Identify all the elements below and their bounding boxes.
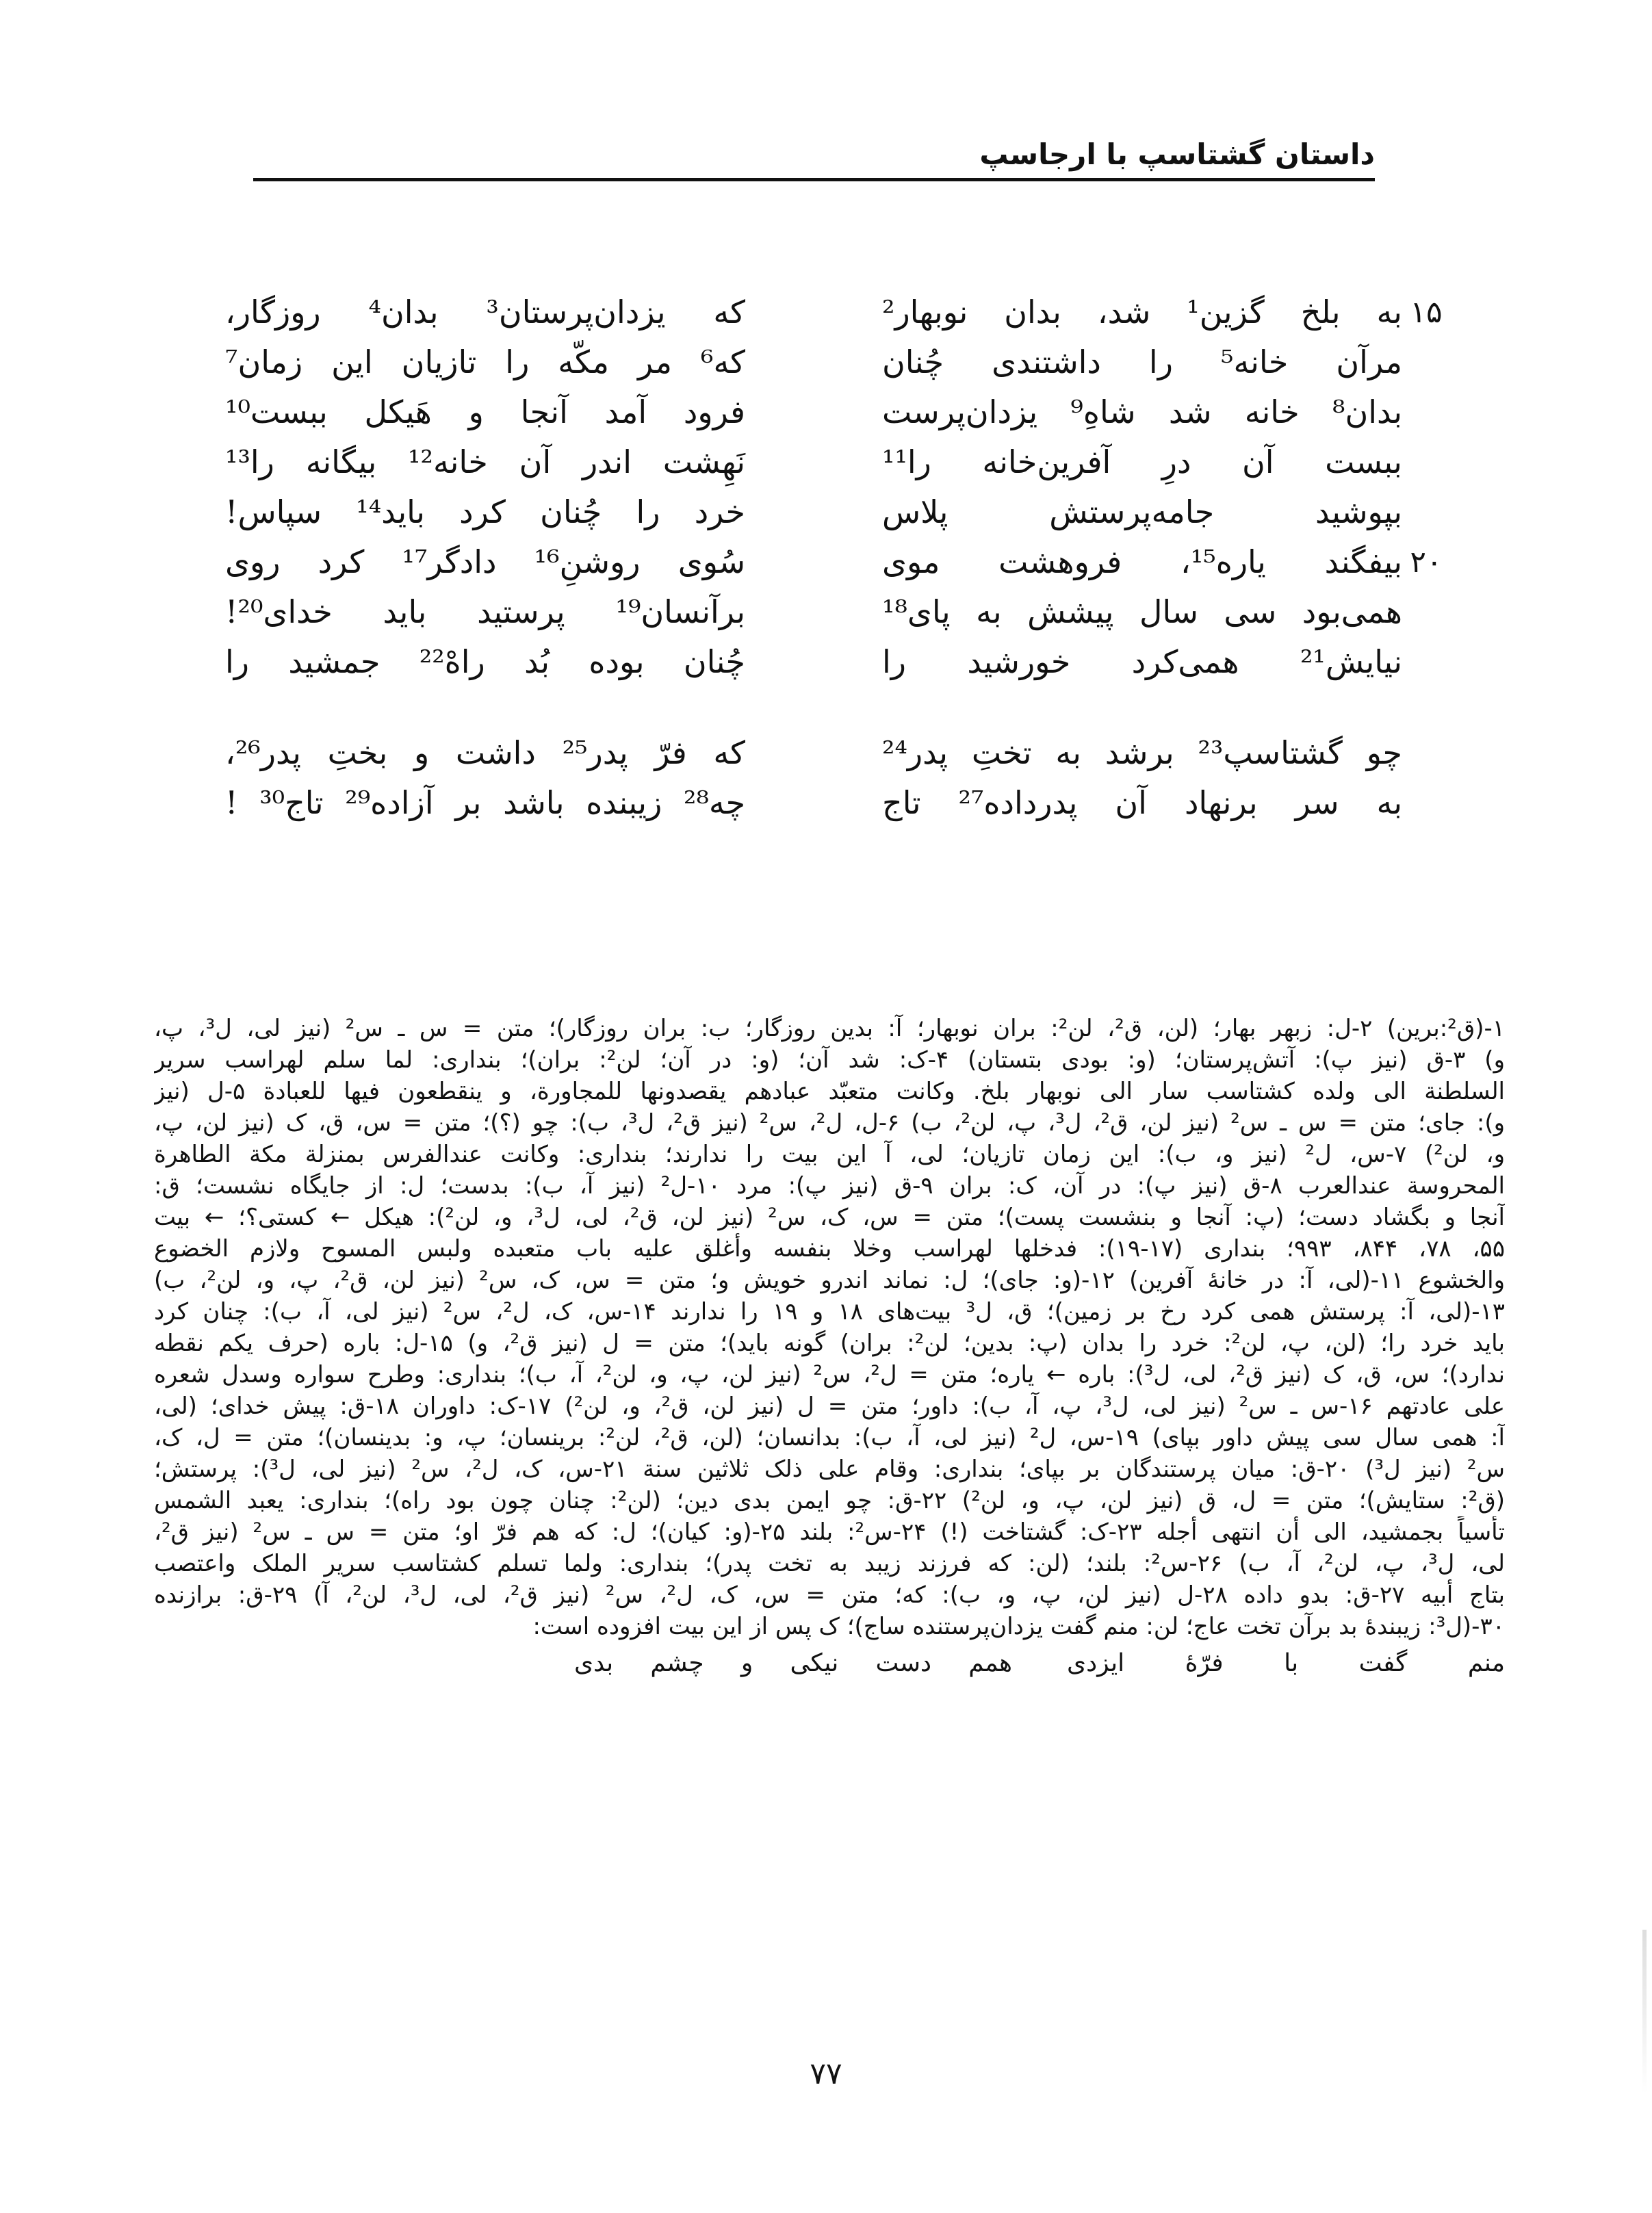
hemistich-second: نَهِشت اندر آن خانه¹² بیگانه را¹³: [225, 443, 745, 480]
footnote-line: المحروسة عندالعرب ۸-ق (نیز پ): در آن، ک: بران ۹-ق (نیز پ): مرد ۱۰-ل² (نیز آ، ب): بدست؛ ل: از جایگاه نشست؛ ق:: [154, 1172, 1505, 1200]
hemistich-second: خرد را چُنان کرد باید¹⁴ سپاس!: [225, 493, 745, 530]
hemistich-second: برآنسان¹⁹ پرستید باید خدای²⁰!: [225, 593, 745, 630]
footnote-line: السلطنة الی ولده کشتاسب سار الی نوبهار بلخ. وکانت متعبّد عبادهم یقصدونها للمجاورة، و ینقطعون فیها للعبادة ۵-ل (نیز: [154, 1078, 1505, 1105]
hemistich-second: چه²⁸ زیبنده باشد بر آزاده²⁹ تاج³⁰ !: [225, 784, 746, 821]
added-verse: [154, 1648, 1505, 1679]
verse-row: [225, 537, 1443, 587]
footnote-line: والخشوع ۱۱-(لی، آ: در خانهٔ آفرین) ۱۲-(و: جای)؛ ل: نماند اندرو خویش و؛ متن = س، ک، س² (نیز لن، ق²، پ، و، لن²، ب): [154, 1267, 1505, 1294]
running-title: داستان گشتاسپ با ارجاسپ: [979, 138, 1375, 171]
footnote-line: تأسیاً بجمشید، الی أن انتهی أجله ۲۳-ک: گشتاخت (!) ۲۴-س²: بلند ۲۵-(و: کیان)؛ ل: که هم فرّ او؛ متن = س ـ س² (نیز ق²،: [154, 1518, 1505, 1546]
footnote-line: و) ۳-ق (نیز پ): آتش‌پرستان؛ (و: بودی بتستان) ۴-ک: شد آن؛ (و: در آن؛ لن²: بران)؛ بنداری: لما سلم لهراسب سریر: [154, 1046, 1505, 1074]
hemistich-second: که فرّ پدر²⁵ داشت و بختِ پدر²⁶،: [225, 734, 745, 771]
footnote-line: بتاج أبیه ۲۷-ق: بدو داده ۲۸-ل (نیز لن، پ، و، ب): که؛ متن = س، ک، ل²، س² (نیز ق²، لی، ل³، لن²، آ) ۲۹-ق: برازنده: [154, 1581, 1505, 1609]
hemistich-first: بپوشید جامه‌پرستش پلاس: [882, 493, 1402, 530]
footnote-line: آنجا و بگشاد دست؛ (پ: آنجا و بنشست پست)؛ متن = س، ک، س² (نیز لن، ق²، لی، ل³، و، لن²): هیکل ← کستی؟؛ ← بیت: [154, 1204, 1505, 1231]
verse-row: [225, 337, 1402, 387]
verse-row: [225, 487, 1402, 537]
verse-row: [225, 637, 1402, 687]
verse-row: [225, 587, 1402, 637]
footnote-line: ندارد)؛ س، ق، ک (نیز ق²، لی، ل³): باره ← یاره؛ متن = ل²، س² (نیز لن، پ، و، لن²، آ، ب)؛ بنداری: وطرح سواره وسدل شعره: [154, 1361, 1505, 1388]
verse-number: ۱۵: [1410, 295, 1443, 330]
hemistich-first: چو گشتاسپ²³ برشد به تختِ پدر²⁴: [882, 734, 1402, 771]
hemistich-first: به سر برنهاد آن پدرداده²⁷ تاج: [882, 784, 1402, 821]
footnote-line: لی، ل³، پ، لن²، آ، ب) ۲۶-س²: بلند؛ (لن: که فرزند زیبد به تخت پدر)؛ بنداری: ولما تسلم کشتاسب سریر الملک واعتصب: [154, 1550, 1505, 1577]
hemistich-first: نیایش²¹ همی‌کرد خورشید را: [882, 643, 1402, 680]
hemistich-second: که⁶ مر مکّه را تازیان این زمان⁷: [225, 344, 745, 380]
footnote-line: آ: همی سال سی پیش داور بپای) ۱۹-س، ل² (نیز لی، آ، ب): بدانسان؛ (لن، ق²، لن²: برینسان؛ پ، و: بدینسان)؛ متن = ل، ک،: [154, 1424, 1505, 1451]
verse-row: [225, 437, 1402, 487]
verse-row: [225, 728, 1402, 778]
footnotes: [154, 1013, 1505, 1679]
hemistich-first: همی‌بود سی سال پیشش به پای¹⁸: [882, 593, 1402, 630]
added-verse-second: همم دست نیکی و چشم بدی: [574, 1649, 1012, 1677]
hemistich-first: بدان⁸ خانه شد شاهِ⁹ یزدان‌پرست: [882, 393, 1402, 430]
hemistich-first: بیفگند یاره¹⁵، فروهشت موی: [882, 543, 1402, 580]
footnote-line: علی عادتهم ۱۶-س ـ س² (نیز لی، ل³، پ، آ، ب): داور؛ متن = ل (نیز لن، ق²، و، لن²) ۱۷-ک: داوران ۱۸-ق: پیش خدای؛ (لی،: [154, 1393, 1505, 1420]
hemistich-first: مرآن خانه⁵ را داشتندی چُنان: [882, 344, 1402, 380]
footnote-line: ۱-(ق²:برین) ۲-ل: زبهر بهار؛ (لن، ق²، لن²: بران نوبهار؛ آ: بدین روزگار؛ ب: بران روزگار)؛ متن = س ـ س² (نیز لی، ل³، پ،: [154, 1015, 1505, 1042]
hemistich-second: فرود آمد آنجا و هَیکل ببست¹⁰: [225, 393, 745, 430]
verse-row: [225, 387, 1402, 437]
page-number: ۷۷: [810, 2056, 842, 2091]
running-header: [253, 137, 1375, 181]
verse-row: [225, 778, 1402, 828]
footnote-line: و، لن²) ۷-س، ل² (نیز و، ب): این زمان تازیان؛ لی، آ این بیت را ندارند؛ بنداری: وکانت عندالفرس بمنزلة مکة الطاهرة: [154, 1141, 1505, 1168]
scan-edge-artifact: [1642, 1930, 1647, 2094]
hemistich-first: به بلخ گزین¹ شد، بدان نوبهار²: [882, 294, 1402, 331]
hemistich-second: چُنان بوده بُد راهْ²² جمشید را: [225, 643, 745, 680]
verse-row: [225, 287, 1443, 337]
added-verse-first: منم گفت با فرّهٔ ایزدی: [1067, 1649, 1505, 1677]
footnote-line: ۱۳-(لی، آ: پرستش همی کرد رخ بر زمین)؛ ق، ل³ بیت‌های ۱۸ و ۱۹ را ندارند ۱۴-س، ک، ل²، س² (نیز لی، آ، ب): چنان کرد: [154, 1298, 1505, 1325]
footnote-line: ۳۰-(ل³: زیبندهٔ بد برآن تخت عاج؛ لن: منم گفت یزدان‌پرستنده ساج)؛ ک پس از این بیت افزوده است:: [532, 1613, 1505, 1640]
footnote-line: و): جای؛ متن = س ـ س² (نیز لن، ق²، ل³، پ، لن²، ب) ۶-ل، ل²، س² (نیز ق²، ل³، ب): چو (؟)؛ متن = س، ق، ک (نیز لن، پ،: [154, 1109, 1505, 1137]
footnote-line: (ق²: ستایش)؛ متن = ل، ق (نیز لن، پ، و، لن²) ۲۲-ق: چو ایمن بدی دین؛ (لن²: چنان چون بود راه)؛ بنداری: یعبد الشمس: [154, 1487, 1505, 1514]
hemistich-first: ببست آن درِ آفرین‌خانه را¹¹: [882, 443, 1402, 480]
hemistich-second: سُوی روشنِ¹⁶ دادگر¹⁷ کرد روی: [225, 543, 745, 580]
verse-number: ۲۰: [1410, 545, 1443, 580]
footnote-line: باید خرد را؛ (لن، پ، لن²: خرد را بدان (پ: بدین؛ لن²: بران) گونه باید)؛ متن = ل (نیز ق²، و) ۱۵-ل: باره (حرف یکم نقطه: [154, 1330, 1505, 1357]
hemistich-second: که یزدان‌پرستان³ بدان⁴ روزگار،: [225, 294, 745, 331]
footnote-line: س² (نیز ل³) ۲۰-ق: میان پرستندگان بر بپای؛ بنداری: وقام علی ذلک ثلاثین سنة ۲۱-س، ک، ل²، س² (نیز لی، ل³): پرستش؛: [154, 1455, 1505, 1483]
poem-verses: [225, 287, 1443, 890]
footnote-line: ۵۵، ۷۸، ۸۴۴، ۹۹۳؛ بنداری (۱۷-۱۹): فدخلها لهراسب وخلا بنفسه وأغلق علیه باب متعبده ولبس المسوح ولازم الخضوع: [154, 1235, 1505, 1263]
